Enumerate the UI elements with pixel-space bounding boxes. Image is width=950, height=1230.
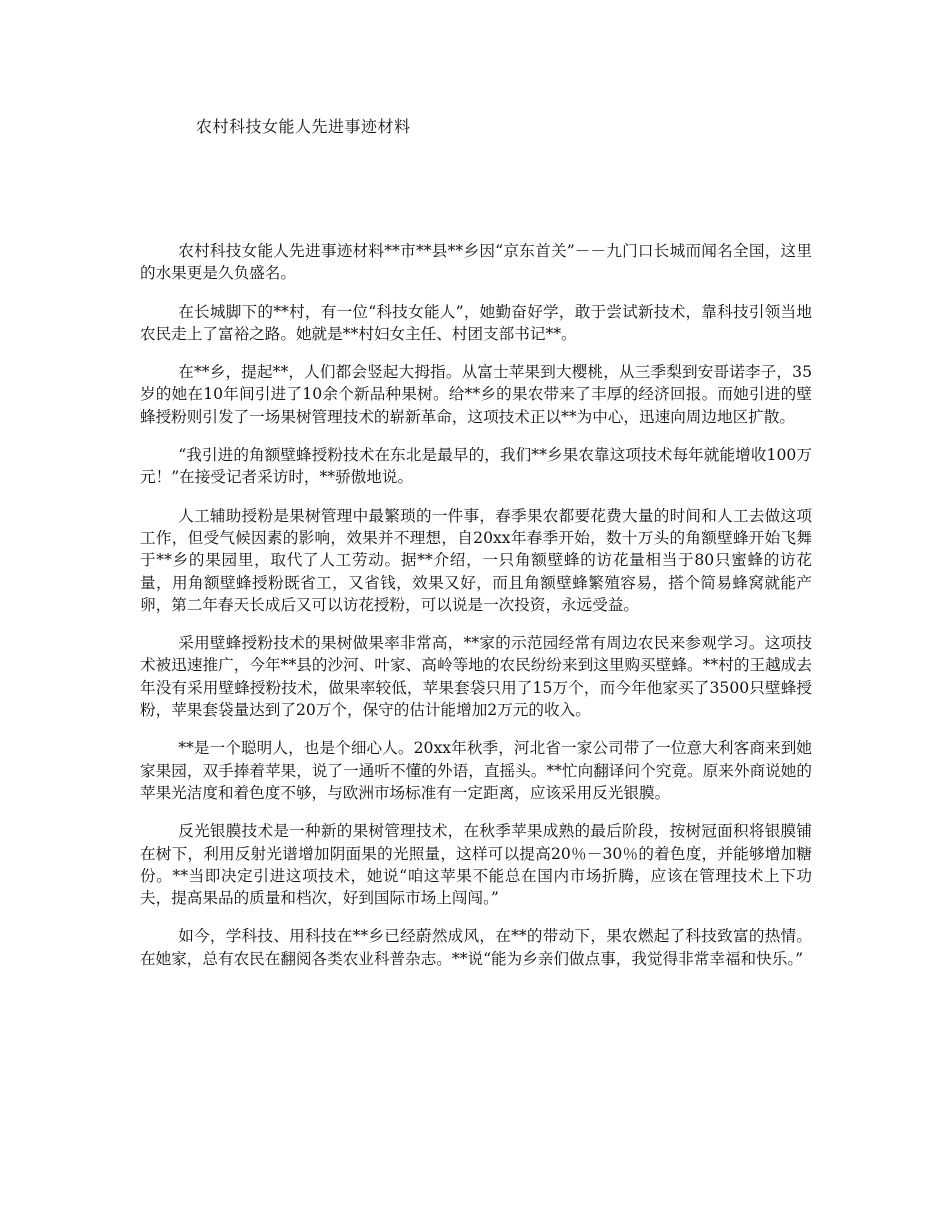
paragraph: 农村科技女能人先进事迹材料**市**县**乡因“京东首关”－－九门口长城而闻名全国，这里的水果更是久负盛名。	[140, 242, 812, 283]
document-title: 农村科技女能人先进事迹材料	[196, 117, 411, 136]
paragraph: 在**乡，提起**，人们都会竖起大拇指。从富士苹果到大樱桃，从三季梨到安哥诺李子，35岁的她在10年间引进了10余个新品种果树。给**乡的果农带来了丰厚的经济回报。而她引进的壁蜂授粉则引发了一场果树管理技术的崭新革命，这项技术正以**为中心，迅速向周边地区扩散。	[140, 363, 812, 426]
paragraph: 反光银膜技术是一种新的果树管理技术，在秋季苹果成熟的最后阶段，按树冠面积将银膜铺在树下，利用反射光谱增加阴面果的光照量，这样可以提高20％－30％的着色度，并能够增加糖份。**当即决定引进这项技术，她说“咱这苹果不能总在国内市场折腾，应该在管理技术上下功夫，提高果品的质量和档次，好到国际市场上闯闯。”	[140, 822, 812, 908]
document-body	[140, 240, 812, 986]
paragraph: 采用壁蜂授粉技术的果树做果率非常高，**家的示范园经常有周边农民来参观学习。这项技术被迅速推广，今年**县的沙河、叶家、高岭等地的农民纷纷来到这里购买壁蜂。**村的王越成去年没有采用壁蜂授粉技术，做果率较低，苹果套袋只用了15万个，而今年他家买了3500只壁蜂授粉，苹果套袋量达到了20万个，保守的估计能增加2万元的收入。	[140, 634, 812, 720]
paragraph: “我引进的角额壁蜂授粉技术在东北是最早的，我们**乡果农靠这项技术每年就能增收100万元！”在接受记者采访时，**骄傲地说。	[140, 446, 812, 487]
paragraph: 如今，学科技、用科技在**乡已经蔚然成风，在**的带动下，果农燃起了科技致富的热情。在她家，总有农民在翻阅各类农业科普杂志。**说“能为乡亲们做点事，我觉得非常幸福和快乐。”	[140, 927, 812, 968]
paragraph: 在长城脚下的**村，有一位“科技女能人”，她勤奋好学，敢于尝试新技术，靠科技引领当地农民走上了富裕之路。她就是**村妇女主任、村团支部书记**。	[140, 302, 812, 343]
paragraph: 人工辅助授粉是果树管理中最繁琐的一件事，春季果农都要花费大量的时间和人工去做这项工作，但受气候因素的影响，效果并不理想，自20xx年春季开始，数十万头的角额壁蜂开始飞舞于**乡的果园里，取代了人工劳动。据**介绍，一只角额壁蜂的访花量相当于80只蜜蜂的访花量，用角额壁蜂授粉既省工，又省钱，效果又好，而且角额壁蜂繁殖容易，搭个简易蜂窝就能产卵，第二年春天长成后又可以访花授粉，可以说是一次投资，永远受益。	[140, 506, 812, 614]
paragraph: **是一个聪明人，也是个细心人。20xx年秋季，河北省一家公司带了一位意大利客商来到她家果园，双手捧着苹果，说了一通听不懂的外语，直摇头。**忙向翻译问个究竟。原来外商说她的苹果光洁度和着色度不够，与欧洲市场标准有一定距离，应该采用反光银膜。	[140, 739, 812, 802]
